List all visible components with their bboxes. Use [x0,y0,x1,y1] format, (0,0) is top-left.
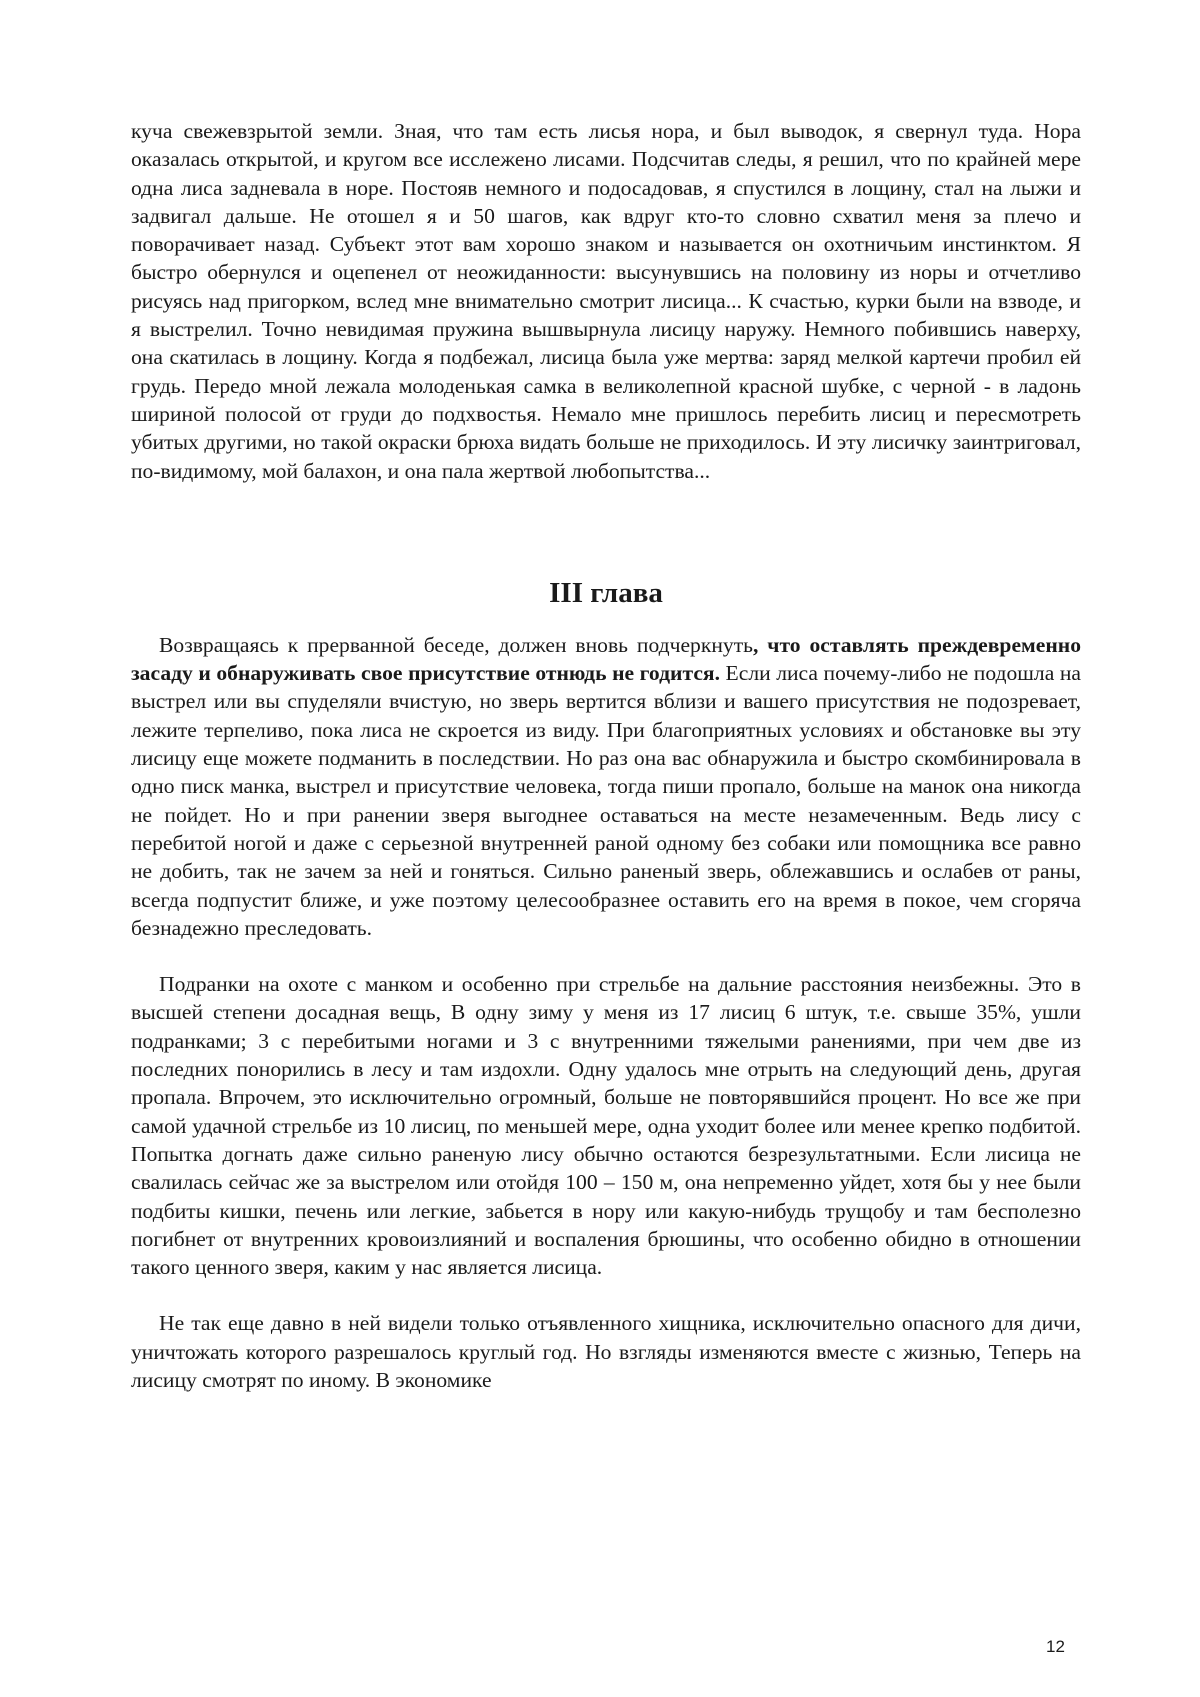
paragraph-continuation: куча свежевзрытой земли. Зная, что там есть лисья нора, и был выводок, я свернул туда. Нора оказалась открытой, и кругом все исслежено лисами. Подсчитав следы, я решил, что по крайней мере одна лиса задневала в норе. Постояв немного и подосадовав, я спустился в лощину, стал на лыжи и задвигал дальше. Не отошел я и 50 шагов, как вдруг кто-то словно схватил меня за плечо и поворачивает назад. Субъект этот вам хорошо знаком и называется он охотничьим инстинктом. Я быстро обернулся и оцепенел от неожиданности: высунувшись на половину из норы и отчетливо рисуясь над пригорком, вслед мне внимательно смотрит лисица... К счастью, курки были на взводе, и я выстрелил. Точно невидимая пружина вышвырнула лисицу наружу. Немного побившись наверху, она скатилась в лощину. Когда я подбежал, лисица была уже мертва: заряд мелкой картечи пробил ей грудь. Передо мной лежала молоденькая самка в великолепной красной шубке, с черной - в ладонь шириной полосой от груди до подхвостья. Немало мне пришлось перебить лисиц и пересмотреть убитых другими, но такой окраски брюха видать больше не приходилось. И эту лисичку заинтриговал, по-видимому, мой балахон, и она пала жертвой любопытства... [131,117,1081,485]
chapter-title: III глава [131,575,1081,611]
page-number: 12 [1046,1637,1065,1657]
paragraph-intro-text: Возвращаясь к прерванной беседе, должен вновь подчеркнуть [159,633,753,657]
paragraph-wounded-animals: Подранки на охоте с манком и особенно при стрельбе на дальние расстояния неизбежны. Это в высшей степени досадная вещь, В одну зиму у меня из 17 лисиц 6 штук, т.е. свыше 35%, ушли подранками; 3 с перебитыми ногами и 3 с внутренними тяжелыми ранениями, при чем две из последних понорились в лесу и там издохли. Одну удалось мне отрыть на следующий день, другая пропала. Впрочем, это исключительно огромный, больше не повторявшийся процент. Но все же при самой удачной стрельбе из 10 лисиц, по меньшей мере, одна уходит более или менее крепко подбитой. Попытка догнать даже сильно раненую лису обычно остаются безрезультатными. Если лисица не свалилась сейчас же за выстрелом или отойдя 100 – 150 м, она непременно уйдет, хотя бы у нее были подбиты кишки, печень или легкие, забьется в нору или какую-нибудь трущобу и там бесполезно погибнет от внутренних кровоизлияний и воспаления брюшины, что особенно обидно в отношении такого ценного зверя, каким у нас является лисица. [131,970,1081,1281]
paragraph-rest-text: Если лиса почему-либо не подошла на выстрел или вы спуделяли вчистую, но зверь вертится вблизи и вашего присутствия не подозревает, лежите терпеливо, пока лиса не скроется из виду. При благоприятных условиях и обстановке вы эту лисицу еще можете подманить в последствии. Но раз она вас обнаружила и быстро скомбинировала в одно писк манка, выстрел и присутствие человека, тогда пиши пропало, больше на манок она никогда не пойдет. Но и при ранении зверя выгоднее оставаться на месте незамеченным. Ведь лису с перебитой ногой и даже с серьезной внутренней раной одному без собаки или помощника все равно не добить, так не зачем за ней и гоняться. Сильно раненый зверь, облежавшись и ослабев от раны, всегда подпустит ближе, и уже поэтому целесообразнее оставить его на время в покое, чем сгоряча безнадежно преследовать. [131,661,1081,940]
paragraph-views-on-fox: Не так еще давно в ней видели только отъявленного хищника, исключительно опасного для дичи, уничтожать которого разрешалось круглый год. Но взгляды изменяются вместе с жизнью, Теперь на лисицу смотрят по иному. В экономике [131,1309,1081,1394]
paragraph-return-to-conversation [131,631,1081,942]
paragraph-bold-emphasis: , что оставлять преждевременно засаду и обнаруживать свое присутствие отнюдь не годится. [131,633,1081,685]
document-page [131,117,1081,1394]
